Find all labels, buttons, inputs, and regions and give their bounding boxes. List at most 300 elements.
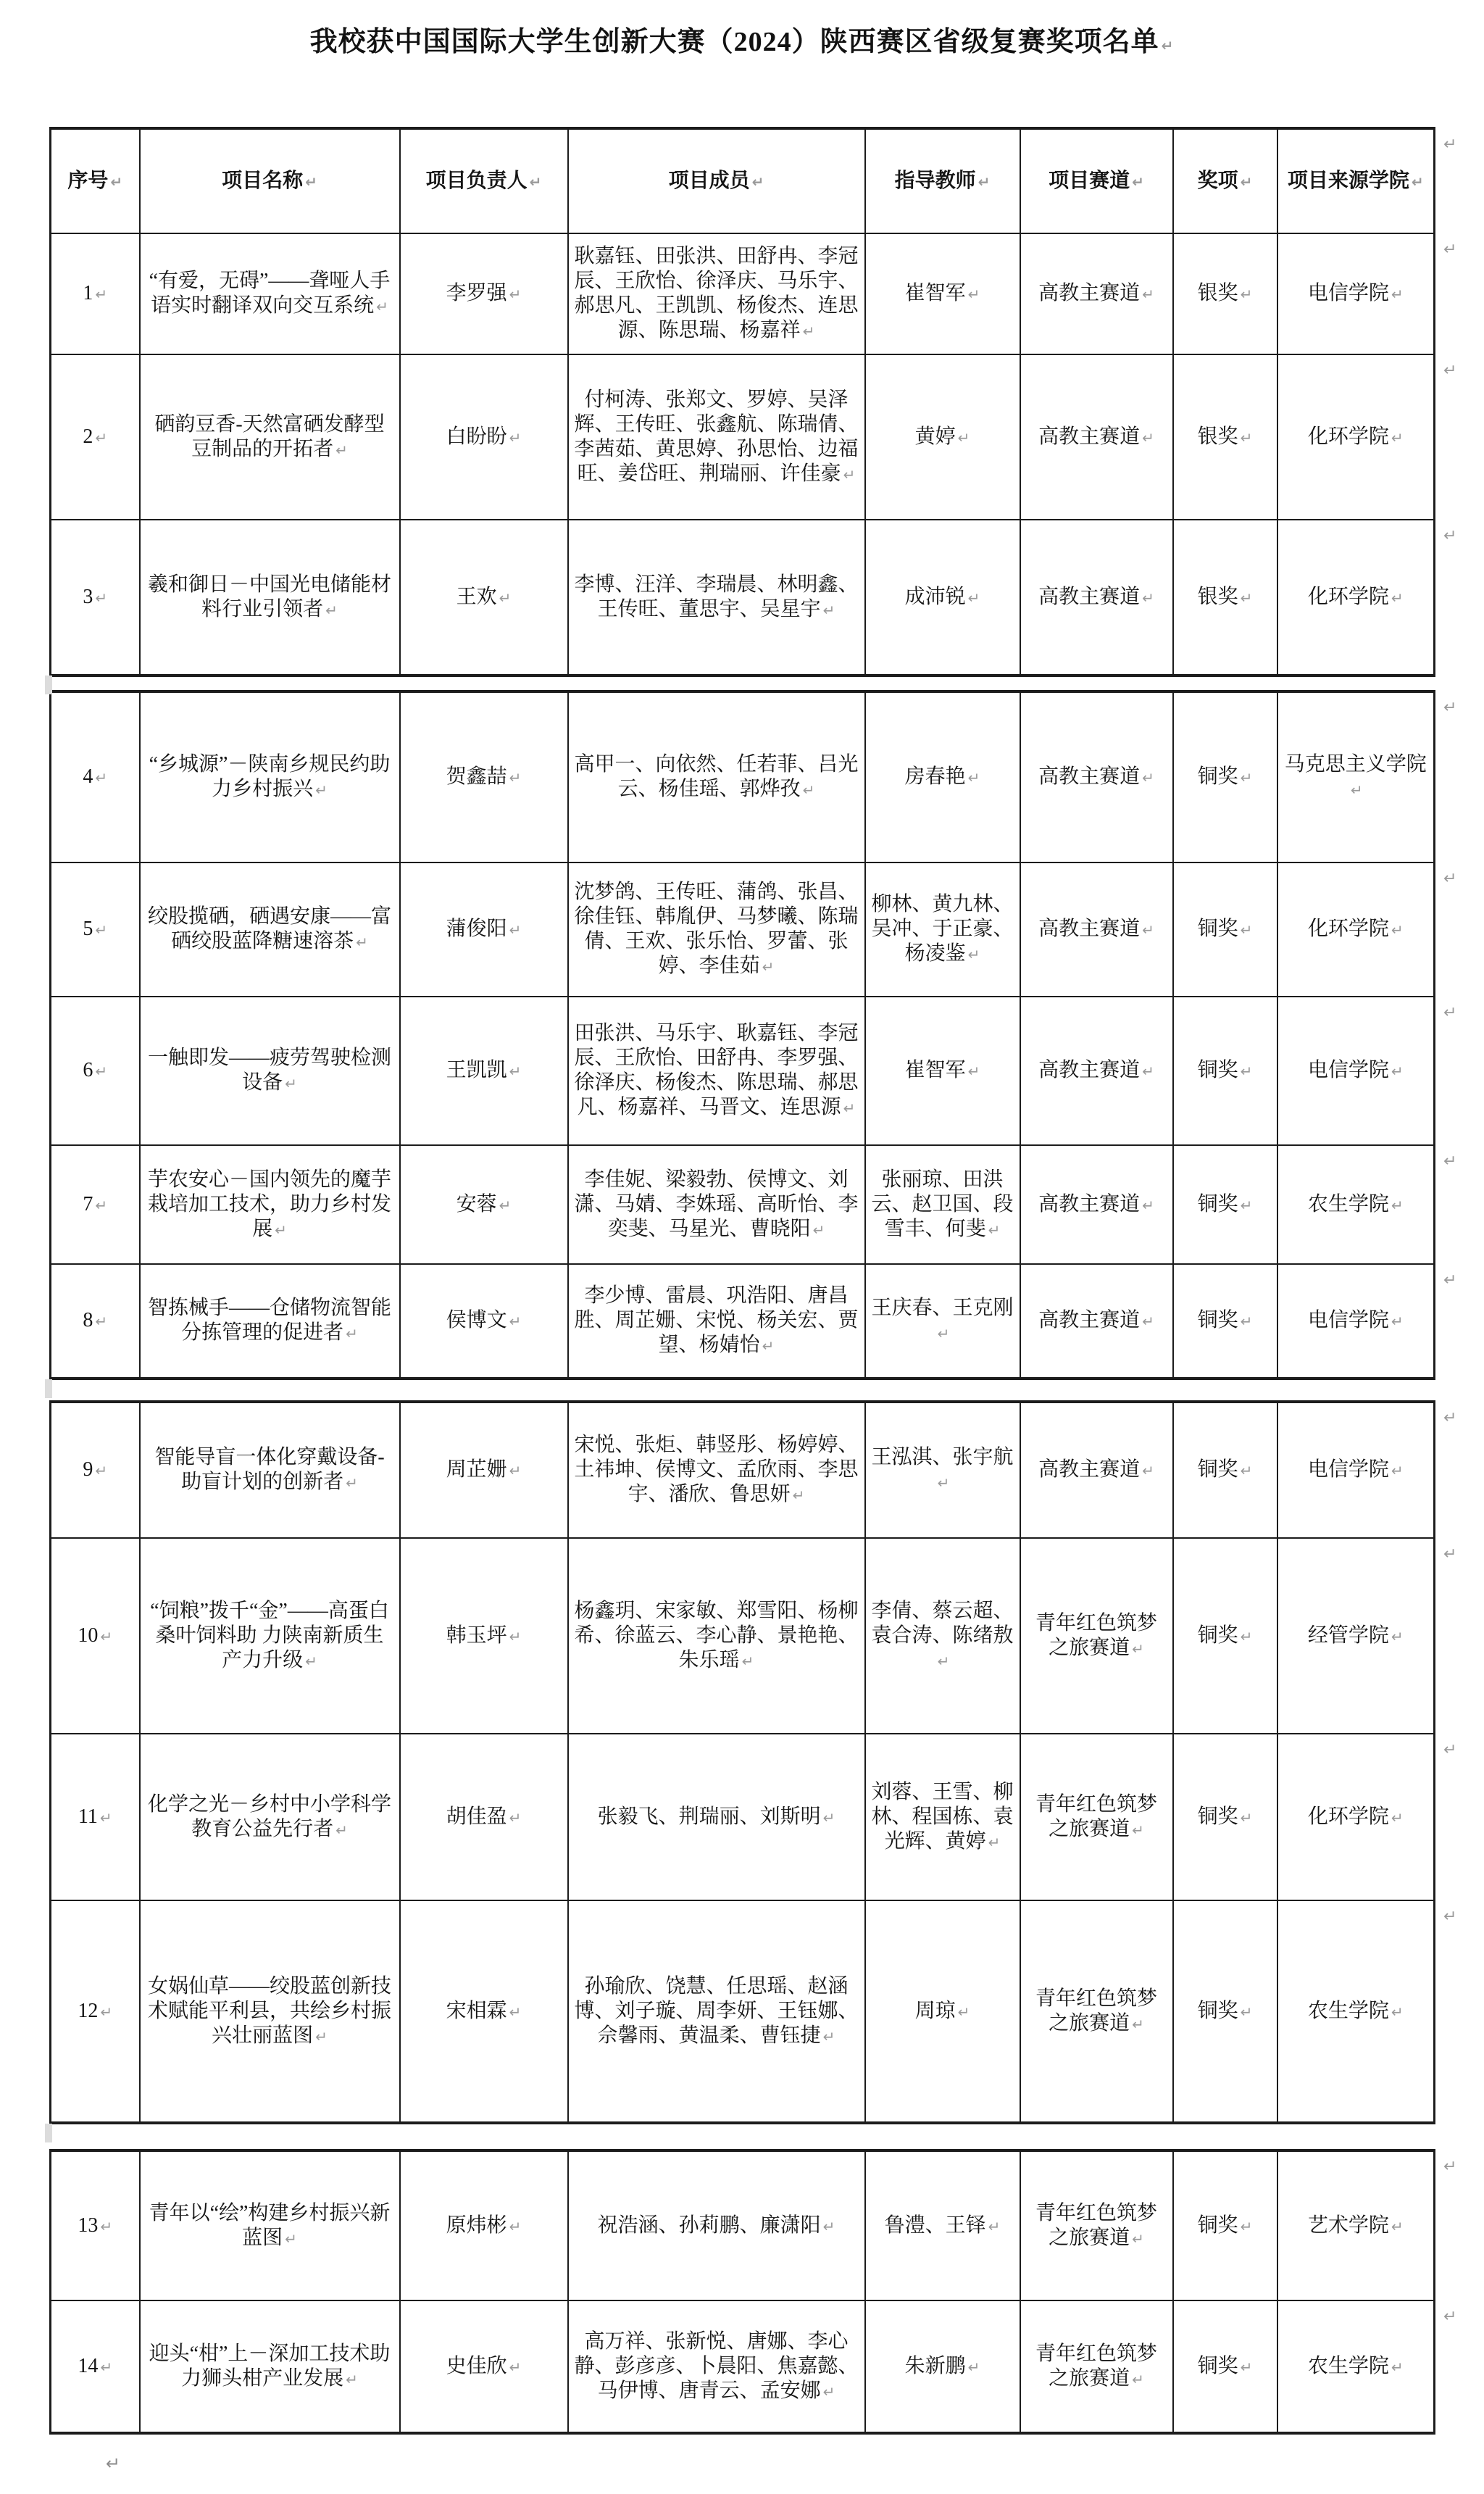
cell-award xyxy=(1173,862,1277,997)
cell-text: 电信学院 xyxy=(1307,1458,1389,1481)
cell-text: 周芷姗 xyxy=(446,1458,507,1481)
column-header-text: 项目来源学院 xyxy=(1287,169,1409,192)
cell-text: 迎头“柑”上－深加工技术助力狮头柑产业发展 xyxy=(149,2342,391,2390)
return-mark: ↵ xyxy=(1142,1063,1154,1080)
return-mark: ↵ xyxy=(509,2217,522,2235)
column-header-award xyxy=(1173,128,1277,233)
cell-advisors xyxy=(865,2300,1020,2433)
cell-name xyxy=(140,862,400,997)
return-mark: ↵ xyxy=(967,286,980,303)
cell-text: 田张洪、马乐宇、耿嘉钰、李冠辰、王欣怡、田舒冉、李罗强、徐泽庆、杨俊杰、陈思瑞、郝思凡、杨嘉祥、马晋文、连思源 xyxy=(574,1022,859,1118)
return-mark: ↵ xyxy=(335,1821,348,1839)
return-mark: ↵ xyxy=(1132,2015,1144,2033)
cell-text: “饲粮”拨千“金”——高蛋白桑叶饲料助 力陕南新质生产力升级 xyxy=(150,1599,389,1671)
cell-text: 智能导盲一体化穿戴设备-助盲计划的创新者 xyxy=(154,1446,385,1493)
cell-college xyxy=(1277,1145,1435,1264)
cell-text: 崔智军 xyxy=(904,282,966,304)
cell-track xyxy=(1020,997,1173,1145)
cell-text: 铜奖 xyxy=(1197,1999,1238,2022)
cell-text: 宋悦、张炬、韩竖彤、杨婷婷、土祎坤、侯博文、孟欣雨、李思宇、潘欣、鲁思妍 xyxy=(574,1434,859,1505)
column-header-no xyxy=(51,128,140,233)
return-mark: ↵ xyxy=(1391,1462,1404,1479)
return-mark: ↵ xyxy=(802,323,815,340)
cell-college xyxy=(1277,691,1435,862)
cell-text: 铜奖 xyxy=(1197,1805,1238,1828)
document-end-mark: ↵ xyxy=(106,2453,121,2474)
return-mark: ↵ xyxy=(305,1652,317,1670)
column-header-members xyxy=(568,128,865,233)
column-header-college xyxy=(1277,128,1435,233)
cell-text: 银奖 xyxy=(1197,425,1238,448)
return-mark: ↵ xyxy=(1240,921,1253,939)
row-end-mark: ↵ xyxy=(1443,241,1457,259)
cell-text: 青年红色筑梦之旅赛道 xyxy=(1035,1987,1157,2034)
cell-text: 铜奖 xyxy=(1197,2354,1238,2377)
cell-award xyxy=(1173,2300,1277,2433)
cell-text: “有爱，无碍”——聋哑人手语实时翻译双向交互系统 xyxy=(149,270,391,317)
row-end-mark: ↵ xyxy=(1443,1908,1457,1926)
cell-track xyxy=(1020,1264,1173,1379)
cell-name xyxy=(140,1145,400,1264)
cell-text: 杨鑫玥、宋家敏、郑雪阳、杨柳希、徐蓝云、李心静、景艳艳、朱乐瑶 xyxy=(574,1599,859,1671)
cell-text: 铜奖 xyxy=(1197,1192,1238,1215)
cell-text: 李博、汪洋、李瑞晨、林明鑫、王传旺、董思宇、吴星宇 xyxy=(574,573,859,620)
cell-track xyxy=(1020,520,1173,676)
cell-text: 银奖 xyxy=(1197,282,1238,304)
cell-college xyxy=(1277,2150,1435,2300)
cell-text: 付柯涛、张郑文、罗婷、吴泽辉、王传旺、张鑫航、陈瑞倩、李茜茹、黄思婷、孙思怡、边福旺、姜岱旺、荆瑞丽、许佳豪 xyxy=(574,388,859,485)
return-mark: ↵ xyxy=(509,428,522,446)
return-mark: ↵ xyxy=(95,921,108,939)
return-mark: ↵ xyxy=(356,934,368,951)
cell-text: 艺术学院 xyxy=(1307,2214,1389,2237)
column-header-text: 奖项 xyxy=(1197,169,1238,192)
return-mark: ↵ xyxy=(1391,2217,1404,2235)
return-mark: ↵ xyxy=(967,769,980,786)
return-mark: ↵ xyxy=(1391,1063,1404,1080)
cell-college xyxy=(1277,1900,1435,2123)
cell-award xyxy=(1173,520,1277,676)
table-row xyxy=(51,1145,1435,1264)
cell-award xyxy=(1173,233,1277,354)
cell-text: 韩玉坪 xyxy=(446,1624,507,1647)
return-mark: ↵ xyxy=(1161,37,1175,54)
cell-college xyxy=(1277,862,1435,997)
cell-text: 蒲俊阳 xyxy=(446,918,507,940)
cell-text: 铜奖 xyxy=(1197,1059,1238,1081)
cell-track xyxy=(1020,2150,1173,2300)
return-mark: ↵ xyxy=(762,958,775,976)
row-end-mark: ↵ xyxy=(1443,1004,1457,1022)
cell-text: 周琼 xyxy=(914,1999,956,2022)
cell-members xyxy=(568,2300,865,2433)
cell-members xyxy=(568,1145,865,1264)
return-mark: ↵ xyxy=(509,2003,522,2021)
cell-text: 黄婷 xyxy=(914,425,956,448)
return-mark: ↵ xyxy=(1240,1627,1253,1645)
cell-text: 祝浩涵、孙莉鹏、廉潇阳 xyxy=(597,2214,821,2237)
return-mark: ↵ xyxy=(843,465,856,483)
cell-name xyxy=(140,1538,400,1734)
return-mark: ↵ xyxy=(762,1337,775,1355)
return-mark: ↵ xyxy=(1411,172,1424,191)
page-title xyxy=(0,19,1484,59)
cell-track xyxy=(1020,691,1173,862)
cell-text: 房春艳 xyxy=(904,765,966,788)
return-mark: ↵ xyxy=(1391,1808,1404,1826)
cell-leader xyxy=(400,1145,568,1264)
cell-text: 14 xyxy=(78,2354,99,2377)
return-mark: ↵ xyxy=(937,1325,950,1342)
return-mark: ↵ xyxy=(741,1652,754,1670)
cell-advisors xyxy=(865,1145,1020,1264)
cell-advisors xyxy=(865,354,1020,520)
table-row xyxy=(51,691,1435,862)
cell-members xyxy=(568,520,865,676)
cell-text: 高甲一、向依然、任若菲、吕光云、杨佳瑶、郭烨孜 xyxy=(574,753,859,800)
return-mark: ↵ xyxy=(509,769,522,786)
column-header-text: 项目赛道 xyxy=(1049,169,1130,192)
cell-members xyxy=(568,2150,865,2300)
table-row xyxy=(51,1900,1435,2123)
return-mark: ↵ xyxy=(346,1325,358,1342)
header-row xyxy=(51,128,1435,233)
return-mark: ↵ xyxy=(1391,2358,1404,2376)
cell-advisors xyxy=(865,1538,1020,1734)
cell-text: 化环学院 xyxy=(1307,585,1389,608)
cell-track xyxy=(1020,233,1173,354)
column-header-text: 序号 xyxy=(67,169,109,192)
cell-text: 电信学院 xyxy=(1307,1309,1389,1331)
cell-text: 智拣械手——仓储物流智能分拣管理的促进者 xyxy=(147,1297,391,1344)
cell-name xyxy=(140,2300,400,2433)
return-mark: ↵ xyxy=(1391,921,1404,939)
cell-track xyxy=(1020,1538,1173,1734)
return-mark: ↵ xyxy=(967,946,980,963)
row-end-mark: ↵ xyxy=(1443,2158,1457,2176)
return-mark: ↵ xyxy=(1142,286,1154,303)
return-mark: ↵ xyxy=(1240,2003,1253,2021)
return-mark: ↵ xyxy=(822,601,835,619)
return-mark: ↵ xyxy=(977,172,991,191)
cell-text: 10 xyxy=(78,1624,99,1647)
cell-members xyxy=(568,233,865,354)
cell-text: 高教主赛道 xyxy=(1038,1059,1141,1081)
table-row xyxy=(51,862,1435,997)
cell-leader xyxy=(400,862,568,997)
cell-college xyxy=(1277,354,1435,520)
cell-text: 银奖 xyxy=(1197,585,1238,608)
cell-no xyxy=(51,1402,140,1538)
return-mark: ↵ xyxy=(376,298,388,315)
cell-name xyxy=(140,691,400,862)
cell-text: 刘蓉、王雪、柳林、程国栋、袁光辉、黄婷 xyxy=(871,1780,1014,1853)
return-mark: ↵ xyxy=(95,286,108,303)
cell-no xyxy=(51,862,140,997)
return-mark: ↵ xyxy=(1132,2370,1144,2388)
cell-leader xyxy=(400,2150,568,2300)
cell-college xyxy=(1277,2300,1435,2433)
return-mark: ↵ xyxy=(1391,2003,1404,2021)
return-mark: ↵ xyxy=(822,2217,835,2235)
cell-track xyxy=(1020,2300,1173,2433)
cell-college xyxy=(1277,1402,1435,1538)
cell-advisors xyxy=(865,691,1020,862)
page-break-artifact xyxy=(45,2124,52,2142)
return-mark: ↵ xyxy=(509,921,522,939)
cell-members xyxy=(568,691,865,862)
column-header-leader xyxy=(400,128,568,233)
return-mark: ↵ xyxy=(305,172,317,191)
table-row xyxy=(51,520,1435,676)
cell-text: 史佳欣 xyxy=(446,2354,507,2377)
cell-members xyxy=(568,1900,865,2123)
return-mark: ↵ xyxy=(499,589,512,607)
row-end-mark: ↵ xyxy=(1443,1741,1457,1759)
cell-text: 铜奖 xyxy=(1197,1309,1238,1331)
cell-advisors xyxy=(865,1734,1020,1900)
cell-text: 李罗强 xyxy=(446,282,507,304)
cell-college xyxy=(1277,1734,1435,1900)
return-mark: ↵ xyxy=(1132,1639,1144,1658)
return-mark: ↵ xyxy=(822,2027,835,2045)
cell-text: 成沛锐 xyxy=(904,585,966,608)
cell-text: 化环学院 xyxy=(1307,918,1389,940)
cell-name xyxy=(140,520,400,676)
return-mark: ↵ xyxy=(812,1221,825,1239)
cell-members xyxy=(568,1264,865,1379)
table-row xyxy=(51,2300,1435,2433)
return-mark: ↵ xyxy=(1240,1462,1253,1479)
return-mark: ↵ xyxy=(100,2358,113,2376)
cell-college xyxy=(1277,1264,1435,1379)
cell-text: 4 xyxy=(83,765,93,788)
cell-text: 铜奖 xyxy=(1197,765,1238,788)
cell-text: 马克思主义学院 xyxy=(1284,753,1427,776)
cell-track xyxy=(1020,354,1173,520)
cell-track xyxy=(1020,1145,1173,1264)
cell-leader xyxy=(400,1538,568,1734)
cell-text: 鲁澧、王铎 xyxy=(884,2214,986,2237)
row-end-mark: ↵ xyxy=(1443,1152,1457,1171)
return-mark: ↵ xyxy=(957,428,970,446)
cell-text: 青年红色筑梦之旅赛道 xyxy=(1035,2201,1157,2249)
cell-leader xyxy=(400,2300,568,2433)
cell-advisors xyxy=(865,233,1020,354)
return-mark: ↵ xyxy=(1142,589,1154,607)
return-mark: ↵ xyxy=(346,1474,358,1492)
cell-no xyxy=(51,354,140,520)
cell-text: 张丽琼、田洪云、赵卫国、段雪丰、何斐 xyxy=(871,1168,1014,1240)
cell-text: 12 xyxy=(78,1999,99,2022)
cell-text: 7 xyxy=(83,1192,93,1215)
cell-name xyxy=(140,1402,400,1538)
return-mark: ↵ xyxy=(99,1808,112,1826)
cell-text: 王庆春、王克刚 xyxy=(871,1297,1014,1319)
return-mark: ↵ xyxy=(1240,428,1253,446)
cell-text: 高教主赛道 xyxy=(1038,425,1141,448)
cell-award xyxy=(1173,1734,1277,1900)
cell-text: 耿嘉钰、田张洪、田舒冉、李冠辰、王欣怡、徐泽庆、马乐宇、郝思凡、王凯凯、杨俊杰、连思源、陈思瑞、杨嘉祥 xyxy=(574,245,859,341)
row-end-mark: ↵ xyxy=(1443,870,1457,888)
cell-text: 青年红色筑梦之旅赛道 xyxy=(1035,1611,1157,1659)
cell-leader xyxy=(400,1402,568,1538)
award-table-segment xyxy=(49,690,1435,1380)
cell-text: 崔智军 xyxy=(904,1059,966,1081)
cell-text: 王泓淇、张宇航 xyxy=(871,1446,1014,1468)
cell-text: 铜奖 xyxy=(1197,1624,1238,1647)
cell-advisors xyxy=(865,520,1020,676)
cell-college xyxy=(1277,1538,1435,1734)
row-end-mark: ↵ xyxy=(1443,1409,1457,1427)
cell-name xyxy=(140,354,400,520)
cell-text: 柳林、黄九林、吴冲、于正豪、杨凌鉴 xyxy=(871,893,1014,965)
cell-advisors xyxy=(865,1900,1020,2123)
return-mark: ↵ xyxy=(988,1833,1001,1851)
cell-leader xyxy=(400,354,568,520)
return-mark: ↵ xyxy=(100,2217,113,2235)
award-table-segment xyxy=(49,2149,1435,2435)
cell-text: 绞股揽硒，硒遇安康——富硒绞股蓝降糖速溶茶 xyxy=(147,905,391,952)
cell-text: 化环学院 xyxy=(1307,425,1389,448)
cell-text: 11 xyxy=(78,1805,98,1828)
cell-text: 铜奖 xyxy=(1197,1458,1238,1481)
return-mark: ↵ xyxy=(1132,172,1144,191)
cell-text: 高教主赛道 xyxy=(1038,1309,1141,1331)
return-mark: ↵ xyxy=(1240,2358,1253,2376)
cell-name xyxy=(140,1900,400,2123)
cell-leader xyxy=(400,1264,568,1379)
return-mark: ↵ xyxy=(937,1652,950,1670)
return-mark: ↵ xyxy=(509,286,522,303)
return-mark: ↵ xyxy=(285,2229,297,2248)
cell-award xyxy=(1173,2150,1277,2300)
cell-award xyxy=(1173,997,1277,1145)
cell-text: 高教主赛道 xyxy=(1038,1192,1141,1215)
return-mark: ↵ xyxy=(1240,1313,1253,1330)
cell-text: 2 xyxy=(83,425,93,448)
cell-no xyxy=(51,997,140,1145)
cell-text: 女娲仙草——绞股蓝创新技术赋能平利县，共绘乡村振兴壮丽蓝图 xyxy=(147,1974,391,2047)
cell-no xyxy=(51,2150,140,2300)
cell-text: 高教主赛道 xyxy=(1038,282,1141,304)
return-mark: ↵ xyxy=(1391,1196,1404,1214)
table-row xyxy=(51,1264,1435,1379)
cell-text: 李佳妮、梁毅勃、侯博文、刘潇、马婧、李姝瑶、高昕怡、李奕斐、马星光、曹晓阳 xyxy=(574,1168,859,1240)
cell-text: 沈梦鸽、王传旺、蒲鸽、张昌、徐佳钰、韩胤伊、马梦曦、陈瑞倩、王欢、张乐怡、罗蕾、张婷、李佳茹 xyxy=(574,881,859,977)
cell-text: 胡佳盈 xyxy=(446,1805,507,1828)
cell-text: 6 xyxy=(83,1059,93,1081)
column-header-name xyxy=(140,128,400,233)
return-mark: ↵ xyxy=(1132,2229,1144,2248)
cell-text: 青年红色筑梦之旅赛道 xyxy=(1035,1792,1157,1840)
cell-leader xyxy=(400,520,568,676)
return-mark: ↵ xyxy=(1142,769,1154,786)
return-mark: ↵ xyxy=(822,2382,835,2401)
table-row xyxy=(51,2150,1435,2300)
column-header-text: 项目成员 xyxy=(668,169,750,192)
cell-no xyxy=(51,691,140,862)
cell-award xyxy=(1173,354,1277,520)
return-mark: ↵ xyxy=(95,769,108,786)
cell-text: 农生学院 xyxy=(1307,1192,1389,1215)
column-header-text: 项目负责人 xyxy=(425,169,528,192)
cell-college xyxy=(1277,233,1435,354)
return-mark: ↵ xyxy=(1142,1313,1154,1330)
cell-text: 铜奖 xyxy=(1197,2214,1238,2237)
return-mark: ↵ xyxy=(100,1627,113,1645)
row-end-mark: ↵ xyxy=(1443,1271,1457,1289)
table-row xyxy=(51,1734,1435,1900)
row-end-mark: ↵ xyxy=(1443,2308,1457,2326)
return-mark: ↵ xyxy=(1240,172,1253,191)
cell-award xyxy=(1173,691,1277,862)
cell-text: 高万祥、张新悦、唐娜、李心静、彭彦彦、卜晨阳、焦嘉懿、马伊博、唐青云、孟安娜 xyxy=(574,2329,859,2402)
return-mark: ↵ xyxy=(110,172,123,191)
cell-award xyxy=(1173,1538,1277,1734)
cell-text: 侯博文 xyxy=(446,1309,507,1331)
cell-advisors xyxy=(865,1402,1020,1538)
return-mark: ↵ xyxy=(325,601,338,619)
cell-name xyxy=(140,997,400,1145)
return-mark: ↵ xyxy=(95,428,108,446)
cell-text: “乡城源”－陕南乡规民约助力乡村振兴 xyxy=(149,753,391,800)
return-mark: ↵ xyxy=(315,2027,328,2045)
return-mark: ↵ xyxy=(1142,921,1154,939)
cell-text: 芋农安心－国内领先的魔芋栽培加工技术，助力乡村发展 xyxy=(147,1168,391,1240)
return-mark: ↵ xyxy=(95,1462,108,1479)
cell-text: 张毅飞、荆瑞丽、刘斯明 xyxy=(597,1805,821,1828)
return-mark: ↵ xyxy=(95,1313,108,1330)
cell-text: 硒韵豆香-天然富硒发酵型豆制品的开拓者 xyxy=(154,412,385,460)
return-mark: ↵ xyxy=(1240,1808,1253,1826)
cell-text: 李少博、雷晨、巩浩阳、唐昌胜、周芷姗、宋悦、杨关宏、贾望、杨婧怡 xyxy=(574,1284,859,1356)
cell-text: 8 xyxy=(83,1309,93,1331)
cell-track xyxy=(1020,1402,1173,1538)
cell-text: 高教主赛道 xyxy=(1038,765,1141,788)
return-mark: ↵ xyxy=(509,1462,522,1479)
return-mark: ↵ xyxy=(499,1196,512,1214)
table-row xyxy=(51,1402,1435,1538)
table-row xyxy=(51,233,1435,354)
return-mark: ↵ xyxy=(315,781,328,799)
award-table-segment xyxy=(49,1400,1435,2124)
cell-text: 羲和御日－中国光电储能材料行业引领者 xyxy=(147,573,391,620)
cell-track xyxy=(1020,1734,1173,1900)
cell-text: 9 xyxy=(83,1458,93,1481)
return-mark: ↵ xyxy=(967,2358,980,2376)
cell-leader xyxy=(400,233,568,354)
cell-text: 高教主赛道 xyxy=(1038,1458,1141,1481)
cell-no xyxy=(51,1538,140,1734)
cell-advisors xyxy=(865,1264,1020,1379)
cell-members xyxy=(568,354,865,520)
cell-text: 王欢 xyxy=(456,585,497,608)
cell-leader xyxy=(400,997,568,1145)
return-mark: ↵ xyxy=(1240,1063,1253,1080)
cell-text: 孙瑜欣、饶慧、任思瑶、赵涵博、刘子璇、周李妍、王钰娜、佘馨雨、黄温柔、曹钰捷 xyxy=(574,1974,859,2047)
cell-text: 安蓉 xyxy=(456,1192,497,1215)
return-mark: ↵ xyxy=(1240,769,1253,786)
cell-text: 电信学院 xyxy=(1307,1059,1389,1081)
return-mark: ↵ xyxy=(1240,2217,1253,2235)
cell-text: 高教主赛道 xyxy=(1038,585,1141,608)
return-mark: ↵ xyxy=(529,172,542,191)
return-mark: ↵ xyxy=(1142,428,1154,446)
cell-track xyxy=(1020,1900,1173,2123)
cell-text: 王凯凯 xyxy=(446,1059,507,1081)
return-mark: ↵ xyxy=(1391,589,1404,607)
